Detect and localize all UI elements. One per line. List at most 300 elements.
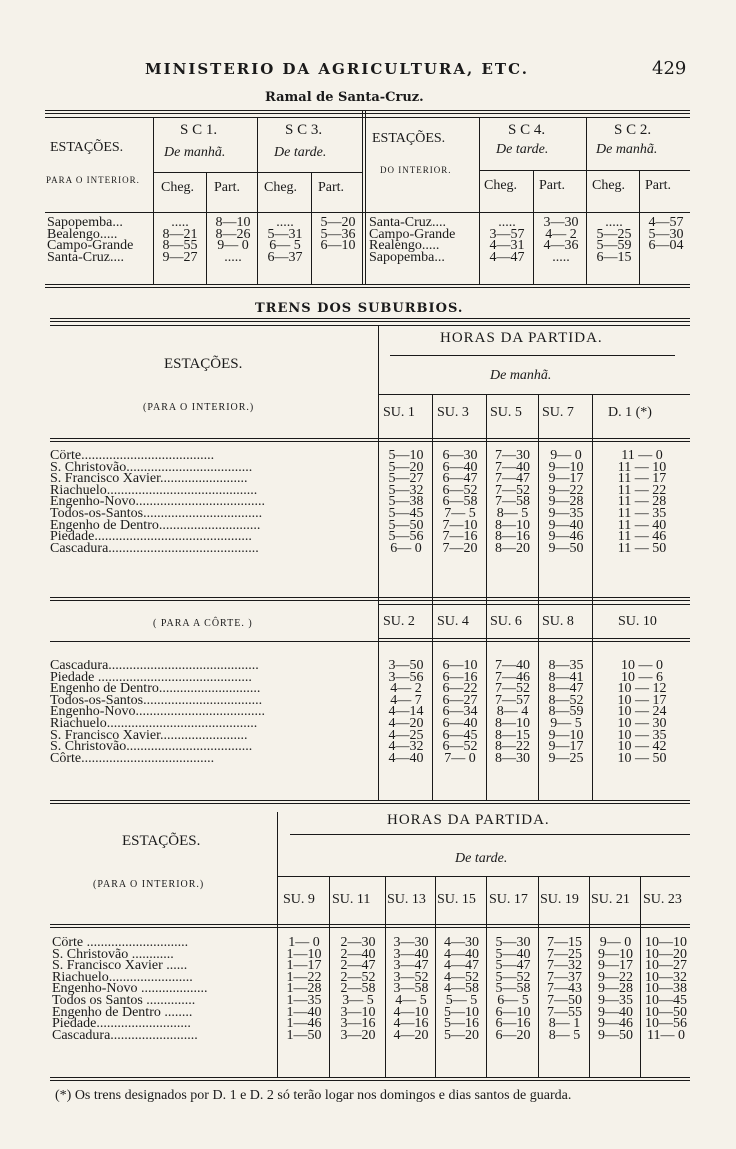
su2-column-row: 4—20 — [388, 715, 424, 731]
su4-column-row: 6—52 — [442, 739, 478, 755]
su4-column-row: 6—40 — [442, 715, 478, 731]
sc3-cheg-column — [260, 217, 310, 263]
sc1-cheg-column — [155, 217, 205, 263]
su15-column-row: 5—10 — [444, 1004, 479, 1020]
d1-column-row: 11 — 50 — [617, 540, 667, 556]
su8-column-row: 9—25 — [548, 750, 584, 766]
sc1-cheg-column-row: 8—21 — [162, 226, 198, 242]
su10-column-row: 10 — 17 — [617, 692, 667, 708]
horas-am: HORAS DA PARTIDA. — [440, 330, 603, 346]
su5-column-row: 7—52 — [495, 482, 530, 498]
su5-column-row: 7—47 — [495, 471, 530, 487]
manha-label: De manhã. — [490, 368, 552, 383]
sc4-cheg-column-row: 4—31 — [489, 238, 525, 254]
su15-column-row: 4—40 — [444, 946, 479, 962]
su13-column-row: 3—52 — [393, 969, 429, 985]
d1-column-row: 11 — 17 — [617, 471, 667, 487]
head-su10: SU. 10 — [618, 614, 657, 629]
su10-column-row: 10 — 6 — [621, 669, 663, 685]
out-stations-row: Todos-os-Santos.................................. — [50, 505, 263, 521]
para-interior-pm: (PARA O INTERIOR.) — [93, 879, 205, 890]
su19-column-row: 7—15 — [547, 935, 582, 950]
su6-column — [487, 660, 538, 764]
su13-column-row: 4—10 — [393, 1004, 429, 1020]
su2-column — [380, 660, 432, 764]
out-stations-row: Piedade............................................. — [50, 529, 252, 545]
sc1-cheg-column-row: 8—55 — [162, 238, 198, 254]
su10-column-row: 10 — 24 — [617, 704, 667, 720]
su8-column-row: 8—59 — [548, 704, 584, 720]
su6-column-row: 7—40 — [495, 658, 530, 673]
back-stations-row: Cascadura........................................... — [50, 660, 259, 673]
sc2-title: S C 2. — [614, 122, 652, 138]
su5-column-row: 8—10 — [495, 517, 530, 533]
su2-column-row: 4—40 — [388, 750, 424, 766]
su15-column-row: 5—16 — [444, 1016, 479, 1032]
su7-column-row: 9—46 — [548, 529, 584, 545]
su7-column-row: 9—28 — [548, 494, 584, 510]
su17-column — [488, 937, 538, 1041]
su23-column-row: 10—38 — [645, 981, 687, 997]
su13-column-row: 3—40 — [393, 946, 429, 962]
head-su7: SU. 7 — [542, 405, 574, 420]
pm-stations-row: Todos os Santos .............. — [52, 992, 196, 1008]
pm-stations-row: Piedade........................... — [52, 1016, 191, 1032]
d1-column — [594, 450, 690, 554]
su15-column-row: 5—20 — [444, 1027, 479, 1043]
ramal-right-stations-row: Campo-Grande — [369, 226, 456, 242]
su2-column-row: 4— 2 — [390, 681, 422, 697]
sc1-cheg-column-row: ..... — [171, 215, 189, 230]
horas-pm: HORAS DA PARTIDA. — [387, 812, 550, 828]
back-stations-row: S. Francisco Xavier......................... — [50, 727, 248, 743]
su3-column-row: 7—16 — [442, 529, 478, 545]
out-stations-row: S. Christovão.................................... — [50, 459, 253, 475]
head-su6: SU. 6 — [490, 614, 522, 629]
su15-column — [437, 937, 486, 1041]
su9-column-row: 1—28 — [286, 981, 322, 997]
su5-column — [487, 450, 538, 554]
su19-column-row: 7—25 — [547, 946, 582, 962]
out-stations-row: Côrte...................................... — [50, 450, 215, 463]
su19-column-row: 7—43 — [547, 981, 582, 997]
sc3-part-column — [313, 217, 363, 263]
su3-column-row: 6—30 — [442, 448, 478, 463]
sc4-part-label: Part. — [539, 178, 566, 193]
su7-column-row: 9—35 — [548, 505, 584, 521]
sc4-cheg-column-row: 3—57 — [489, 226, 525, 242]
su4-column-row: 6—34 — [442, 704, 478, 720]
ramal-left-stations-row: Santa-Cruz.... — [47, 249, 124, 265]
sc3-cheg-column-row: ..... — [276, 215, 294, 230]
su10-column-row: 10 — 50 — [617, 750, 667, 766]
sc2-part-column-row: 6—04 — [648, 238, 684, 254]
head-su19: SU. 19 — [540, 892, 579, 907]
su8-column-row: 9—17 — [548, 739, 584, 755]
sc1-part-column — [208, 217, 258, 263]
ramal-left-stations-row: Sapopemba... — [47, 215, 123, 230]
su17-column-row: 5—30 — [495, 935, 531, 950]
su10-column-row: 10 — 0 — [621, 658, 663, 673]
su23-column-row: 10—50 — [645, 1004, 687, 1020]
su6-column-row: 8—22 — [495, 739, 530, 755]
estacoes-am: ESTAÇÕES. — [164, 356, 243, 372]
su8-column-row: 8—41 — [548, 669, 584, 685]
su3-column-row: 7— 5 — [444, 505, 476, 521]
para-corte: ( PARA A CÔRTE. ) — [153, 618, 253, 629]
su3-column-row: 6—52 — [442, 482, 478, 498]
su1-column-row: 6— 0 — [390, 540, 422, 556]
ramal-left-stations-row: Bealengo..... — [47, 226, 118, 242]
su11-column-row: 2—40 — [340, 946, 376, 962]
sc4-part-column — [535, 217, 587, 263]
su21-column-row: 9—35 — [598, 992, 633, 1008]
su2-column-row: 3—56 — [388, 669, 424, 685]
pm-stations — [52, 937, 274, 1041]
head-su8: SU. 8 — [542, 614, 574, 629]
su10-column-row: 10 — 35 — [617, 727, 667, 743]
sc1-cheg-column-row: 9—27 — [162, 249, 198, 265]
su3-column-row: 6—40 — [442, 459, 478, 475]
su19-column-row: 7—55 — [547, 1004, 582, 1020]
su21-column-row: 9—10 — [598, 946, 633, 962]
su15-column-row: 5— 5 — [445, 992, 478, 1008]
sc4-cheg-label: Cheg. — [484, 178, 518, 193]
su11-column-row: 3—10 — [340, 1004, 376, 1020]
su10-column-row: 10 — 42 — [617, 739, 667, 755]
su9-column — [279, 937, 329, 1041]
ramal-right-stations-row: Santa-Cruz.... — [369, 215, 446, 230]
sc3-cheg-column-row: 6— 5 — [269, 238, 301, 254]
su6-column-row: 7—57 — [495, 692, 530, 708]
su8-column-row: 9— 5 — [550, 715, 582, 731]
su11-column-row: 2—52 — [340, 969, 376, 985]
su5-column-row: 8—16 — [495, 529, 530, 545]
su5-column-row: 7—40 — [495, 459, 530, 475]
sc2-part-column-row: 5—30 — [648, 226, 684, 242]
su15-column-row: 4—47 — [444, 958, 479, 974]
su13-column-row: 4— 5 — [395, 992, 427, 1008]
pm-stations-row: S. Christovão ............ — [52, 946, 174, 962]
su5-column-row: 8— 5 — [496, 505, 529, 521]
sc4-part-column-row: 3—30 — [543, 215, 579, 230]
su23-column-row: 10—10 — [645, 935, 687, 950]
sc3-part-column-row — [313, 252, 363, 264]
suburbios-title: TRENS DOS SUBURBIOS. — [255, 301, 464, 316]
sc3-part-column-row: 5—20 — [320, 215, 356, 230]
su5-column-row: 8—20 — [495, 540, 530, 556]
su2-column-row: 4—32 — [388, 739, 424, 755]
su6-column-row: 8—10 — [495, 715, 530, 731]
out-stations-row: Engenho de Dentro............................. — [50, 517, 261, 533]
su19-column-row: 8— 5 — [548, 1027, 581, 1043]
su21-column-row: 9—46 — [598, 1016, 633, 1032]
d1-column-row: 11 — 35 — [617, 505, 667, 521]
sc2-cheg-column-row: 6—15 — [596, 249, 632, 265]
su7-column-row: 9—40 — [548, 517, 584, 533]
su13-column-row: 4—20 — [393, 1027, 429, 1043]
su17-column-row: 6—16 — [495, 1016, 531, 1032]
su9-column-row: 1—17 — [286, 958, 322, 974]
su6-column-row: 8— 4 — [496, 704, 529, 720]
su21-column-row: 9—17 — [598, 958, 633, 974]
ramal-right-stations — [369, 217, 479, 263]
su3-column — [434, 450, 486, 554]
su10-column — [594, 660, 690, 764]
su3-column-row: 7—20 — [442, 540, 478, 556]
ramal-right-stations-row: Realengo..... — [369, 238, 440, 254]
head-su1: SU. 1 — [383, 405, 415, 420]
estacoes-pm: ESTAÇÕES. — [122, 833, 201, 849]
sc3-cheg-column-row: 6—37 — [267, 249, 303, 265]
head-su21: SU. 21 — [591, 892, 630, 907]
sc2-part-column — [641, 217, 691, 263]
sc4-cheg-column-row: ..... — [498, 215, 516, 230]
su11-column-row: 3—20 — [340, 1027, 376, 1043]
su17-column-row: 5—40 — [495, 946, 531, 962]
su4-column-row: 6—22 — [442, 681, 478, 697]
su2-column-row: 4—14 — [388, 704, 424, 720]
sc2-period: De manhã. — [596, 142, 658, 157]
pm-stations-row: Riachuelo........................ — [52, 969, 193, 985]
out-stations — [50, 450, 375, 554]
su1-column — [380, 450, 432, 554]
ramal-title: Ramal de Santa-Cruz. — [265, 90, 424, 105]
su17-column-row: 5—47 — [495, 958, 531, 974]
su15-column-row: 4—30 — [444, 935, 479, 950]
sc4-cheg-column-row: 4—47 — [489, 249, 525, 265]
su1-column-row: 5—20 — [388, 459, 424, 475]
su1-column-row: 5—45 — [388, 505, 424, 521]
ramal-right-stations-row: Sapopemba... — [369, 249, 445, 265]
pm-stations-row: Engenho de Dentro ........ — [52, 1004, 193, 1020]
head-su17: SU. 17 — [489, 892, 528, 907]
sc1-period: De manhã. — [164, 145, 226, 160]
su23-column-row: 10—27 — [645, 958, 687, 974]
su17-column-row: 5—58 — [495, 981, 531, 997]
footnote: (*) Os trens designados por D. 1 e D. 2 só terão logar nos domingos e dias santos de guarda. — [55, 1088, 572, 1103]
su3-column-row: 6—47 — [442, 471, 478, 487]
su23-column-row: 11— 0 — [647, 1027, 685, 1043]
su8-column-row: 8—35 — [548, 658, 584, 673]
out-stations-row: S. Francisco Xavier......................... — [50, 471, 248, 487]
sc4-part-column-row: 4— 2 — [545, 226, 577, 242]
su11-column — [331, 937, 385, 1041]
su4-column — [434, 660, 486, 764]
sc2-cheg-column-row: ..... — [605, 215, 623, 230]
su17-column-row: 6—20 — [495, 1027, 531, 1043]
su23-column-row: 10—45 — [645, 992, 687, 1008]
su17-column-row: 6— 5 — [497, 992, 529, 1008]
su6-column-row: 8—15 — [495, 727, 530, 743]
back-stations-row: Todos-os-Santos.................................. — [50, 692, 263, 708]
su21-column — [591, 937, 640, 1041]
out-stations-row: Engenho-Novo..................................... — [50, 494, 266, 510]
su7-column-row: 9—50 — [548, 540, 584, 556]
su10-column-row: 10 — 30 — [617, 715, 667, 731]
sc4-part-column-row: ..... — [552, 249, 570, 265]
ramal-left-stations — [47, 217, 153, 263]
head-su4: SU. 4 — [437, 614, 469, 629]
back-stations-row: Piedade ............................................ — [50, 669, 252, 685]
su5-column-row: 7—58 — [495, 494, 530, 510]
su13-column-row: 3—30 — [393, 935, 429, 950]
sc1-part-label: Part. — [214, 180, 241, 195]
sc1-part-column-row: ..... — [224, 249, 242, 265]
head-d1: D. 1 (*) — [608, 405, 652, 420]
su8-column-row: 8—47 — [548, 681, 584, 697]
d1-column-row: 11 — 0 — [621, 448, 663, 463]
su9-column-row: 1—35 — [286, 992, 322, 1008]
head-su5: SU. 5 — [490, 405, 522, 420]
su6-column-row: 8—30 — [495, 750, 530, 766]
su15-column-row: 4—52 — [444, 969, 479, 985]
sc1-part-column-row: 9— 0 — [217, 238, 249, 254]
sc4-period: De tarde. — [496, 142, 549, 157]
back-stations-row: Riachuelo........................................... — [50, 715, 258, 731]
su19-column-row: 7—37 — [547, 969, 582, 985]
sc3-part-column-row: 6—10 — [320, 238, 356, 254]
su9-column-row: 1—46 — [286, 1016, 322, 1032]
back-stations-row: Engenho-Novo..................................... — [50, 704, 266, 720]
sc1-cheg-label: Cheg. — [161, 180, 195, 195]
para-interior-am: (PARA O INTERIOR.) — [143, 402, 255, 413]
su1-column-row: 5—32 — [388, 482, 424, 498]
head-su3: SU. 3 — [437, 405, 469, 420]
su19-column-row: 7—50 — [547, 992, 582, 1008]
su2-column-row: 4— 7 — [390, 692, 422, 708]
su21-column-row: 9— 0 — [599, 935, 632, 950]
su5-column-row: 7—30 — [495, 448, 530, 463]
sc4-title: S C 4. — [508, 122, 546, 138]
pm-stations-row: Cascadura......................... — [52, 1027, 198, 1042]
su23-column-row: 10—32 — [645, 969, 687, 985]
sc2-cheg-label: Cheg. — [592, 178, 626, 193]
su4-column-row: 6—10 — [442, 658, 478, 673]
su13-column — [387, 937, 435, 1041]
su19-column — [540, 937, 589, 1041]
su2-column-row: 4—25 — [388, 727, 424, 743]
su1-column-row: 5—38 — [388, 494, 424, 510]
ramal-left-sub: PARA O INTERIOR. — [46, 175, 140, 185]
su6-column-row: 7—46 — [495, 669, 530, 685]
su3-column-row: 6—58 — [442, 494, 478, 510]
su19-column-row: 8— 1 — [548, 1016, 581, 1032]
su19-column-row: 7—32 — [547, 958, 582, 974]
sc1-part-column-row: 8—10 — [215, 215, 251, 230]
sc3-period: De tarde. — [274, 145, 327, 160]
su23-column — [642, 937, 690, 1041]
su21-column-row: 9—40 — [598, 1004, 633, 1020]
su9-column-row: 1—10 — [286, 946, 322, 962]
sc2-part-column-row — [641, 252, 691, 264]
page-number: 429 — [652, 58, 687, 79]
su11-column-row: 3— 5 — [342, 992, 374, 1008]
su7-column — [540, 450, 592, 554]
su1-column-row: 5—10 — [388, 448, 424, 463]
su17-column-row: 6—10 — [495, 1004, 531, 1020]
head-su9: SU. 9 — [283, 892, 315, 907]
d1-column-row: 11 — 40 — [617, 517, 667, 533]
su11-column-row: 2—30 — [340, 935, 376, 950]
pm-stations-row: Côrte ............................. — [52, 937, 189, 950]
su21-column-row: 9—50 — [598, 1027, 633, 1043]
sc1-title: S C 1. — [180, 122, 218, 138]
su9-column-row: 1—22 — [286, 969, 322, 985]
sc2-part-label: Part. — [645, 178, 672, 193]
su10-column-row: 10 — 12 — [617, 681, 667, 697]
su13-column-row: 3—47 — [393, 958, 429, 974]
su7-column-row: 9—17 — [548, 471, 584, 487]
pm-stations-row: Engenho-Novo ................... — [52, 981, 208, 997]
d1-column-row: 11 — 28 — [617, 494, 667, 510]
head-su13: SU. 13 — [387, 892, 426, 907]
su23-column-row: 10—56 — [645, 1016, 687, 1032]
head-su23: SU. 23 — [643, 892, 682, 907]
back-stations — [50, 660, 375, 764]
su13-column-row: 3—58 — [393, 981, 429, 997]
sc4-part-column-row: 4—36 — [543, 238, 579, 254]
sc4-cheg-column — [481, 217, 533, 263]
su2-column-row: 3—50 — [388, 658, 424, 673]
su11-column-row: 2—47 — [340, 958, 376, 974]
out-stations-row: Riachuelo........................................... — [50, 482, 258, 498]
out-stations-row: Cascadura........................................... — [50, 540, 259, 555]
sc2-cheg-column-row: 5—25 — [596, 226, 632, 242]
back-stations-row: Engenho de Dentro............................. — [50, 681, 261, 697]
su7-column-row: 9—10 — [548, 459, 584, 475]
su4-column-row: 6—16 — [442, 669, 478, 685]
su8-column-row: 9—10 — [548, 727, 584, 743]
su23-column-row: 10—20 — [645, 946, 687, 962]
su6-column-row: 7—52 — [495, 681, 530, 697]
su15-column-row: 4—58 — [444, 981, 479, 997]
su13-column-row: 4—16 — [393, 1016, 429, 1032]
sc3-cheg-label: Cheg. — [264, 180, 298, 195]
su7-column-row: 9—22 — [548, 482, 584, 498]
sc3-part-label: Part. — [318, 180, 345, 195]
tarde-label: De tarde. — [455, 851, 508, 866]
su21-column-row: 9—22 — [598, 969, 633, 985]
su11-column-row: 2—58 — [340, 981, 376, 997]
ramal-left-stations-row: Campo-Grande — [47, 238, 134, 254]
su4-column-row: 7— 0 — [444, 750, 476, 766]
su7-column-row: 9— 0 — [550, 448, 582, 463]
back-stations-row: Côrte...................................... — [50, 750, 215, 765]
su17-column-row: 5—52 — [495, 969, 531, 985]
su1-column-row: 5—27 — [388, 471, 424, 487]
running-header: MINISTERIO DA AGRICULTURA, ETC. — [145, 60, 529, 78]
su4-column-row: 6—45 — [442, 727, 478, 743]
ramal-right-header: ESTAÇÕES. — [372, 131, 446, 146]
ramal-left-header: ESTAÇÕES. — [50, 140, 124, 155]
su1-column-row: 5—50 — [388, 517, 424, 533]
ramal-right-sub: DO INTERIOR. — [380, 165, 452, 175]
su8-column — [540, 660, 592, 764]
sc3-part-column-row: 5—36 — [320, 226, 356, 242]
pm-stations-row: S. Francisco Xavier ...... — [52, 958, 188, 974]
su4-column-row: 6—27 — [442, 692, 478, 708]
su9-column-row: 1— 0 — [288, 935, 320, 950]
head-su11: SU. 11 — [332, 892, 371, 907]
sc3-cheg-column-row: 5—31 — [267, 226, 303, 242]
d1-column-row: 11 — 22 — [617, 482, 667, 498]
su11-column-row: 3—16 — [340, 1016, 376, 1032]
su21-column-row: 9—28 — [598, 981, 633, 997]
sc3-title: S C 3. — [285, 122, 323, 138]
su9-column-row: 1—40 — [286, 1004, 322, 1020]
su1-column-row: 5—56 — [388, 529, 424, 545]
